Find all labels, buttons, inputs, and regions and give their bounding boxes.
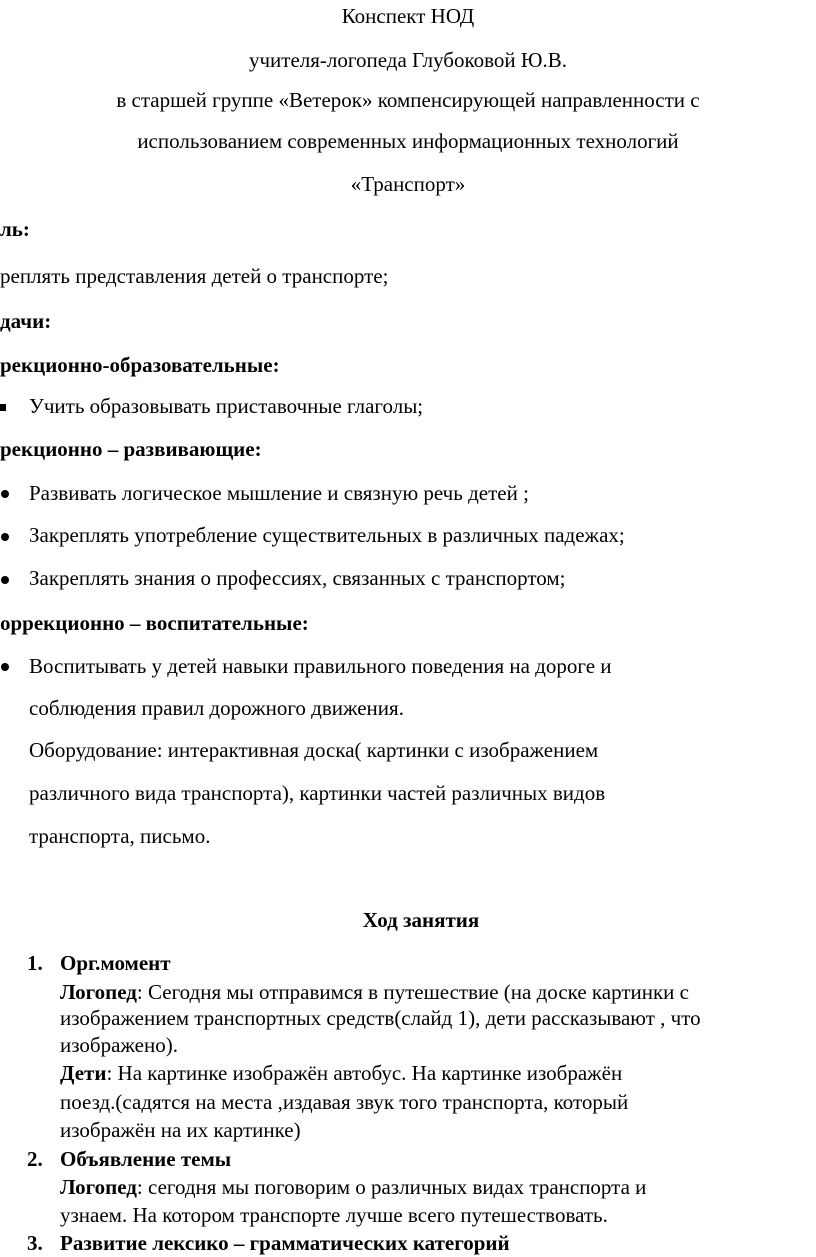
step-text-line: изображено). [60, 1033, 178, 1057]
section-2-item: Закреплять знания о профессиях, связанных с транспортом; [29, 566, 566, 590]
equipment-line-3: транспорта, письмо. [29, 824, 211, 848]
step-text-line: изображён на их картинке) [60, 1118, 301, 1142]
step-number: 3. [27, 1231, 43, 1255]
speech-text: : На картинке изображён автобус. На картинке изображён [106, 1061, 623, 1085]
section-3-item-line-2: соблюдения правил дорожного движения. [29, 696, 404, 720]
step-text-line: изображением транспортных средств(слайд 1), дети рассказывают , что [60, 1006, 701, 1030]
header-line-4: использованием современных информационных технологий [137, 129, 679, 153]
tasks-label: дачи: [0, 309, 52, 333]
step-text-line [60, 982, 689, 1003]
step-text-line [60, 1177, 646, 1198]
lesson-title: Ход занятия [362, 908, 480, 932]
bullet-icon [1, 663, 9, 671]
speaker-label: Логопед [60, 980, 137, 1004]
header-line-2: учителя-логопеда Глубоковой Ю.В. [249, 48, 567, 72]
speech-text: : Сегодня мы отправимся в путешествие (на доске картинки с [136, 980, 689, 1004]
step-number: 2. [27, 1147, 43, 1171]
section-3-title: оррекционно – воспитательные: [0, 611, 309, 635]
bullet-icon [1, 533, 9, 541]
speaker-label: Логопед [60, 1175, 137, 1199]
section-1-item: Учить образовывать приставочные глаголы; [29, 394, 424, 418]
bullet-icon [1, 490, 9, 498]
square-bullet-icon [0, 404, 6, 411]
section-2-item: Развивать логическое мышление и связную речь детей ; [29, 481, 529, 505]
step-text-line: поезд.(садятся на места ,издавая звук того транспорта, который [60, 1090, 629, 1114]
step-title: Орг.момент [60, 951, 171, 975]
step-title: Развитие лексико – грамматических категорий [60, 1231, 510, 1255]
bullet-icon [1, 576, 9, 584]
step-number: 1. [27, 951, 43, 975]
step-title: Объявление темы [60, 1147, 232, 1171]
speaker-label: Дети [60, 1061, 107, 1085]
step-text-line [60, 1063, 622, 1084]
goal-text: реплять представления детей о транспорте; [0, 264, 389, 288]
section-2-title: рекционно – развивающие: [0, 437, 262, 461]
equipment-line-2: различного вида транспорта), картинки частей различных видов [29, 781, 606, 805]
section-3-item-line-1: Воспитывать у детей навыки правильного поведения на дороге и [29, 654, 612, 678]
goal-label: ль: [0, 217, 30, 241]
header-title: «Транспорт» [350, 172, 466, 196]
section-1-title: рекционно-образовательные: [0, 353, 280, 377]
equipment-line-1: Оборудование: интерактивная доска( картинки с изображением [29, 738, 599, 762]
header-line-1: Конспект НОД [341, 4, 475, 28]
header-line-3: в старшей группе «Ветерок» компенсирующей направленности с [116, 88, 700, 112]
section-2-item: Закреплять употребление существительных в различных падежах; [29, 523, 625, 547]
speech-text: : сегодня мы поговорим о различных видах транспорта и [136, 1175, 647, 1199]
step-text-line: узнаем. На котором транспорте лучше всего путешествовать. [60, 1203, 608, 1227]
